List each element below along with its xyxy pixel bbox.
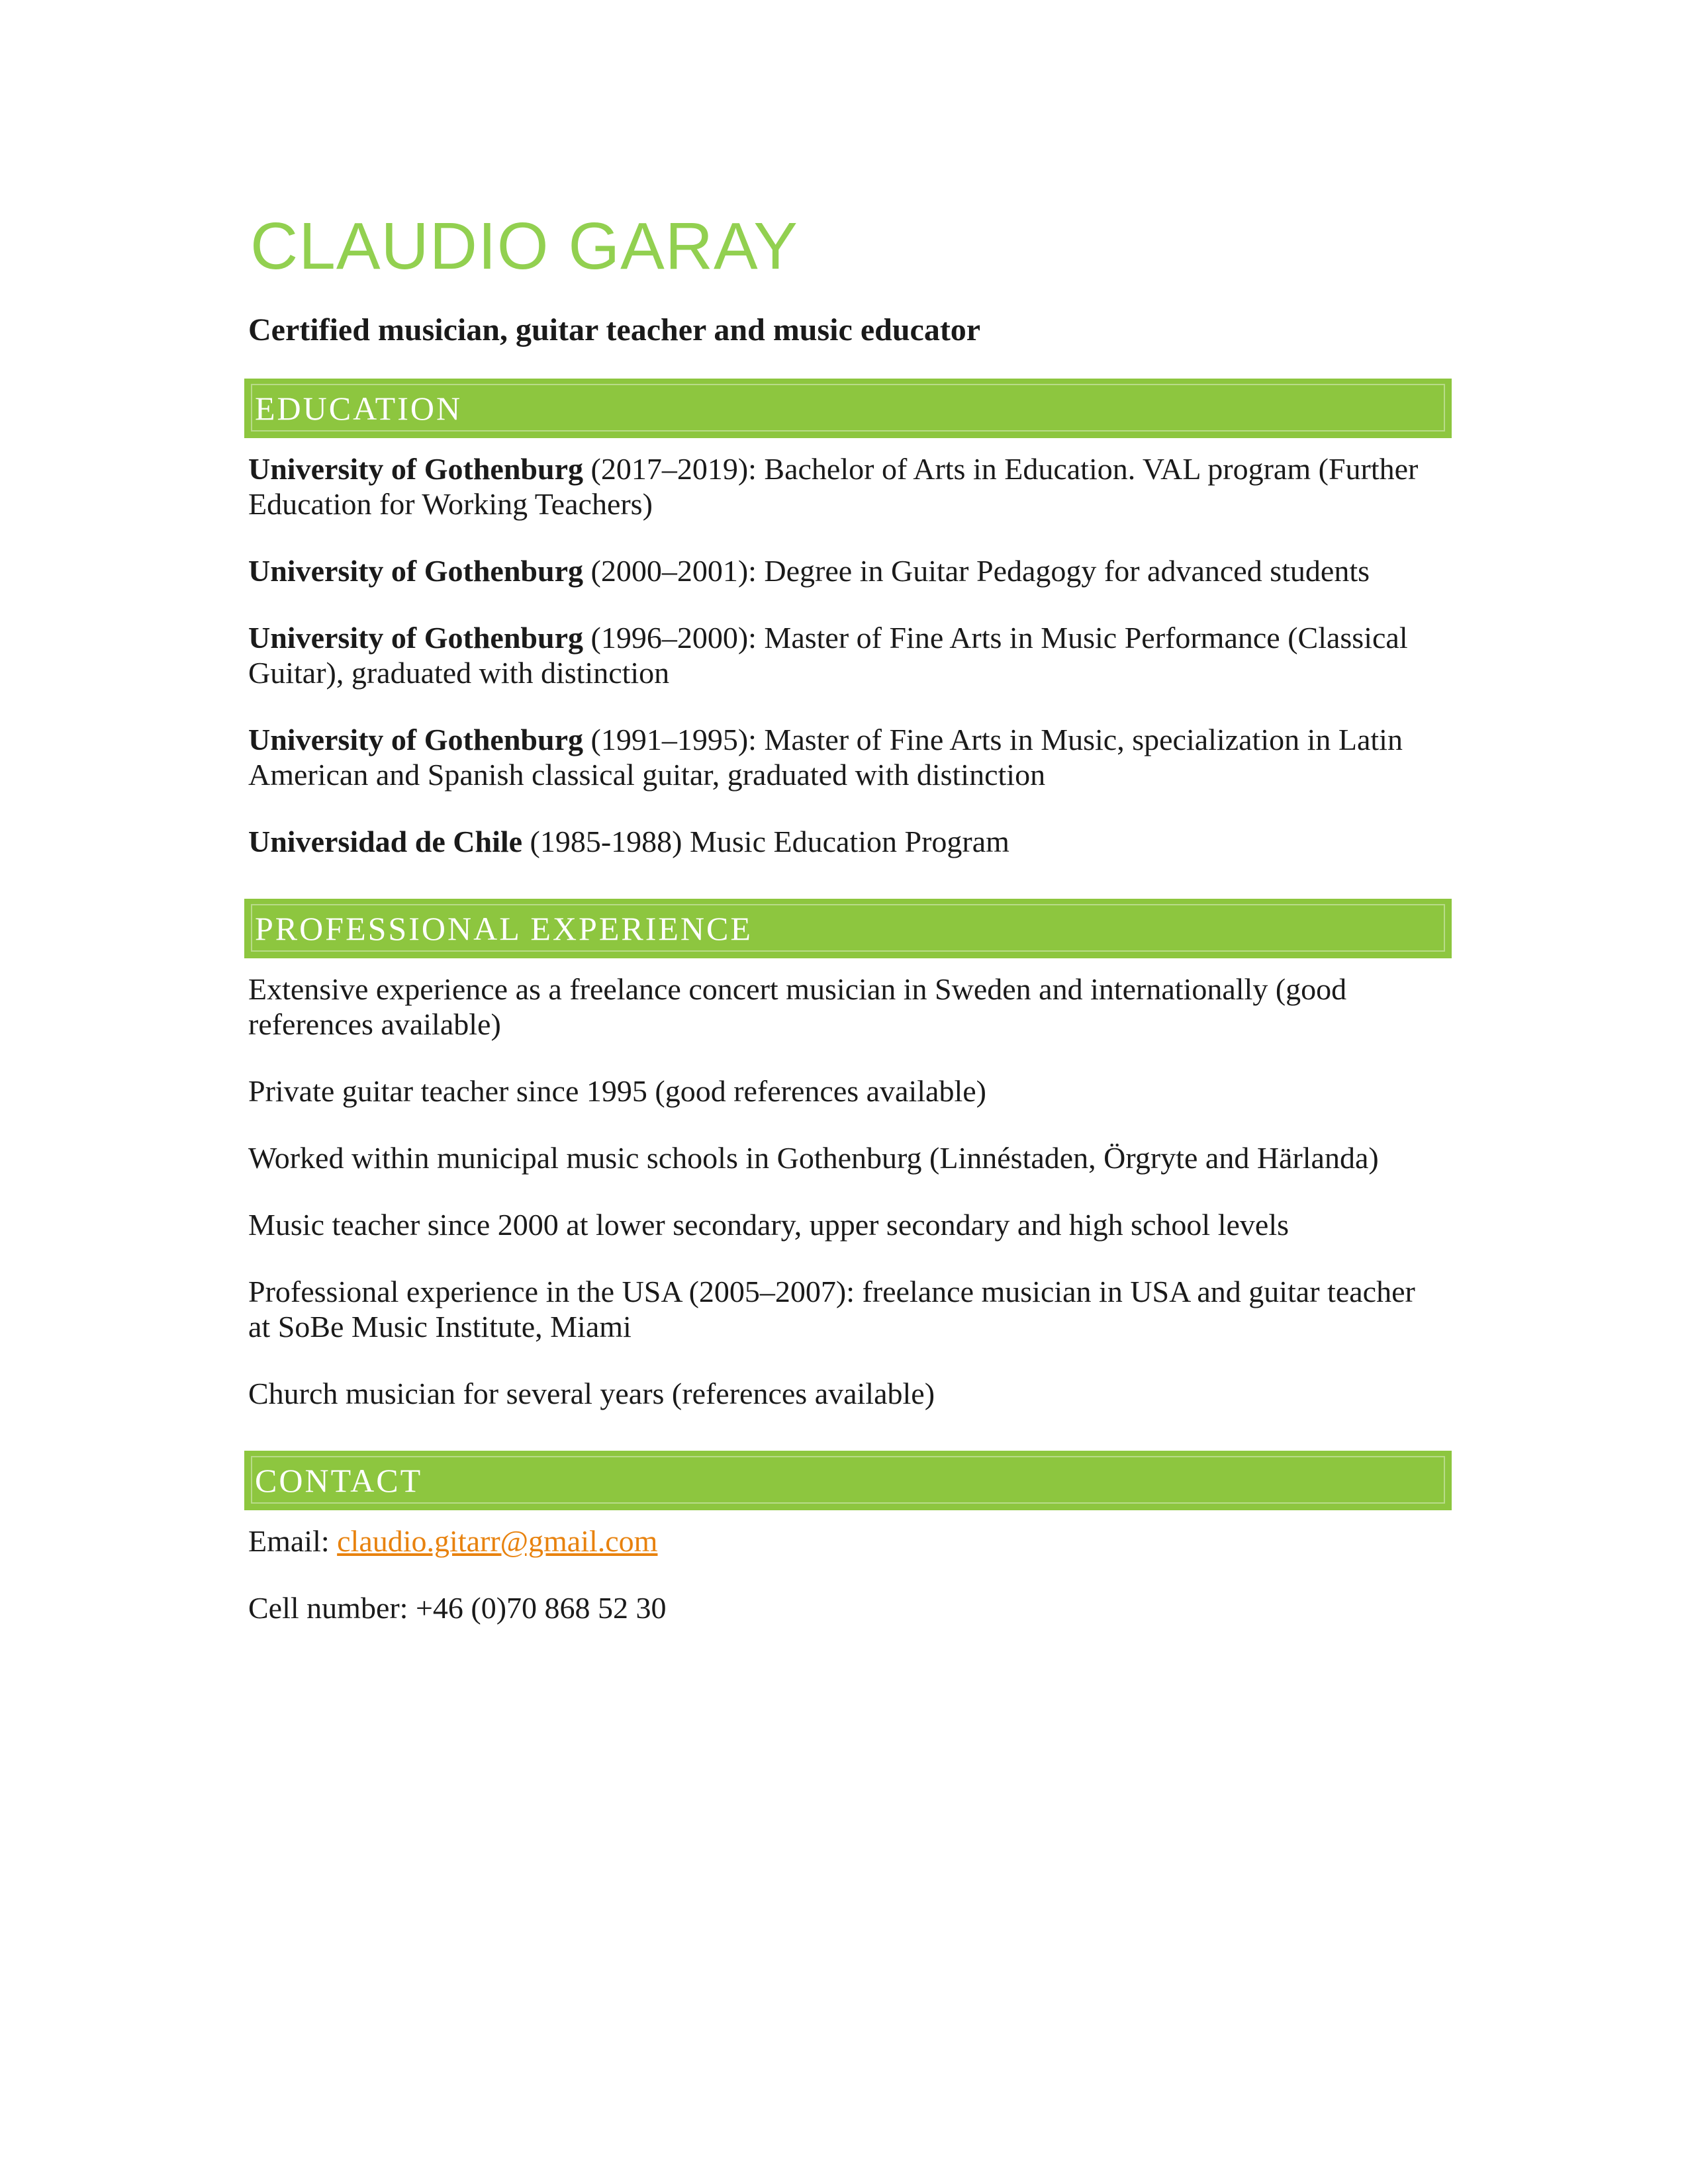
institution-name: University of Gothenburg (248, 621, 583, 655)
institution-name: University of Gothenburg (248, 554, 583, 588)
experience-item: Professional experience in the USA (2005–2007): freelance musician in USA and guitar teacher at SoBe Music Institute, Miami (248, 1275, 1415, 1343)
section-heading-contact-label: CONTACT (255, 1462, 423, 1499)
education-item (248, 620, 1444, 690)
section-header-education (244, 379, 1452, 438)
education-item (248, 722, 1444, 792)
section-header-experience (244, 899, 1452, 958)
education-details: (1985-1988) Music Education Program (522, 825, 1009, 858)
experience-item: Church musician for several years (references available) (248, 1377, 935, 1410)
contact-email-line (248, 1524, 1444, 1559)
section-header-contact (244, 1451, 1452, 1510)
education-details: (2000–2001): Degree in Guitar Pedagogy for advanced students (583, 554, 1370, 588)
institution-name: University of Gothenburg (248, 452, 583, 486)
section-heading-experience-label: PROFESSIONAL EXPERIENCE (255, 910, 753, 947)
institution-name: University of Gothenburg (248, 723, 583, 756)
experience-item: Extensive experience as a freelance concert musician in Sweden and internationally (good references available) (248, 972, 1347, 1041)
experience-item: Worked within municipal music schools in Gothenburg (Linnéstaden, Örgryte and Härlanda) (248, 1141, 1379, 1175)
education-item (248, 553, 1444, 588)
education-details: (2017–2019): Bachelor of Arts in Education. VAL program (Further Education for Working Teachers) (248, 452, 1419, 521)
contact-cell-line: Cell number: +46 (0)70 868 52 30 (248, 1591, 667, 1625)
section-heading-education-label: EDUCATION (255, 390, 463, 427)
education-details: (1991–1995): Master of Fine Arts in Music, specialization in Latin American and Spanish classical guitar, graduated with distinction (248, 723, 1403, 792)
page-subtitle: Certified musician, guitar teacher and music educator (248, 312, 981, 347)
institution-name: Universidad de Chile (248, 825, 523, 858)
email-link[interactable]: claudio.gitarr@gmail.com (337, 1524, 658, 1558)
experience-item: Private guitar teacher since 1995 (good references available) (248, 1074, 986, 1108)
resume-content (244, 0, 1452, 1657)
education-item (248, 451, 1444, 522)
education-details: (1996–2000): Master of Fine Arts in Music Performance (Classical Guitar), graduated with distinction (248, 621, 1408, 690)
page-title: CLAUDIO GARAY (250, 209, 798, 283)
experience-item: Music teacher since 2000 at lower secondary, upper secondary and high school levels (248, 1208, 1289, 1242)
education-item (248, 824, 1444, 859)
email-label: Email: (248, 1524, 338, 1558)
